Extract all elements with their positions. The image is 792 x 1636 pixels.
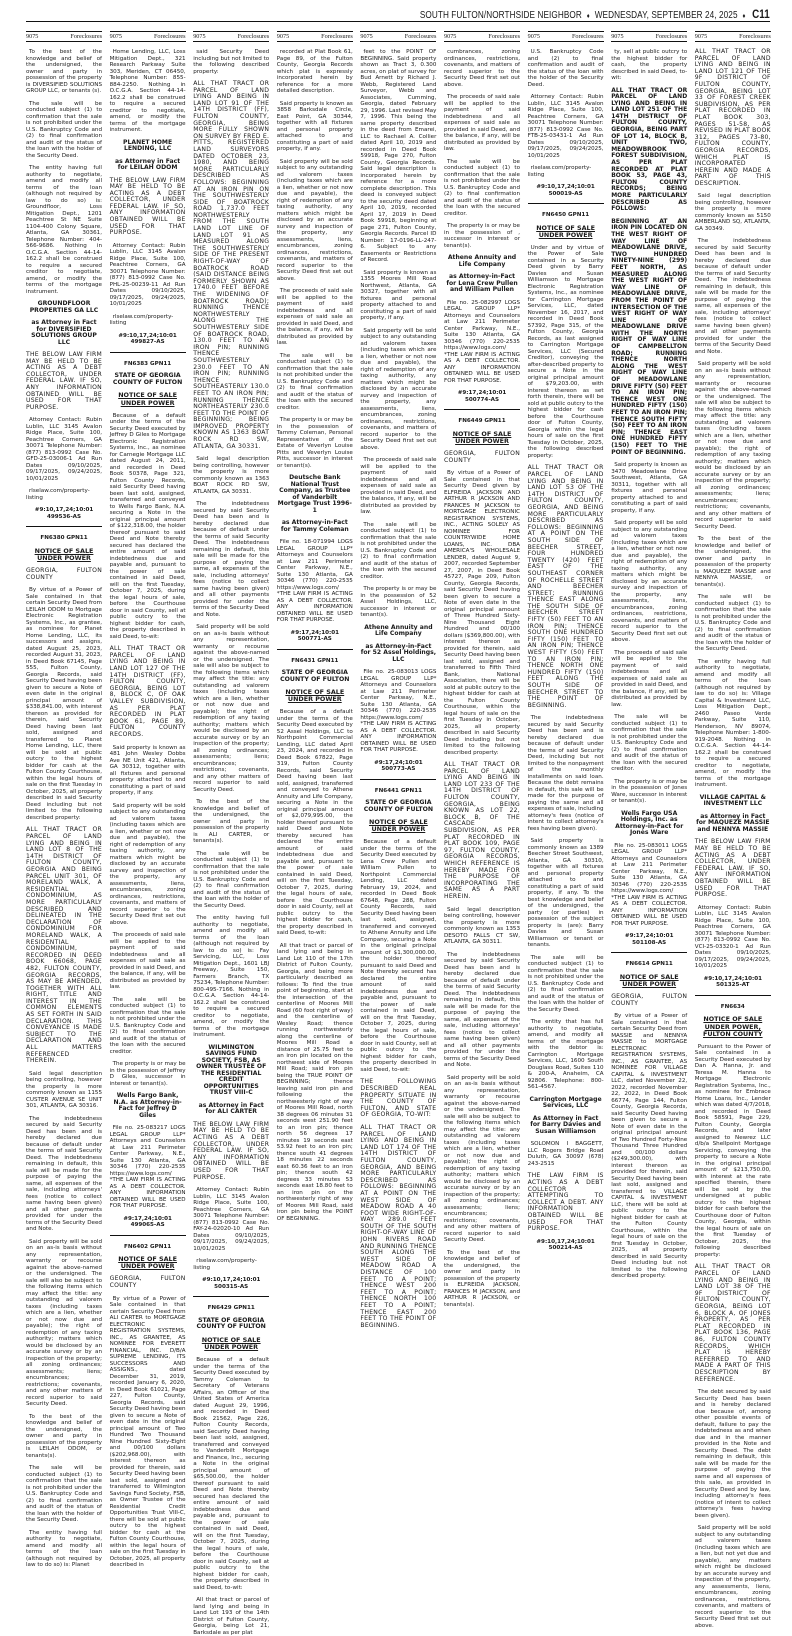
section-label: Foreclosures <box>488 33 520 40</box>
section-code: 9075 <box>276 33 290 40</box>
notice-paragraph: Said property will be sold on an as-is basis without any representation, warranty or recourse against the above-named or the undersigned. The sale will also be subject to the following items which may affect the title: any outstanding ad valorem taxes (including taxes which are a lien, whether or not now due and payable); the right of redemption of any taxing authority; matters which would be disclosed by an accurate survey or by an inspection of the property; all zoning ordinances; assessments; liens; encumbrances; restrictions; covenants, and any other matters of record superior to said Security Deed. <box>193 624 270 793</box>
notice-paragraph: File no. 25-083011 LOGS LEGAL GROUP LLP* Attorneys and Counselors at Law 211 Perimeter Center Parkway, N.E., Suite 130 Atlanta, GA 30346 (770) 220-2535 https://www.logs.com/ *THE LAW FIRM IS ACTING AS A DEBT COLLECTOR. ANY INFORMATION OBTAINED WILL BE USED FOR THAT PURPOSE. <box>611 842 688 927</box>
notice-divider <box>444 409 520 410</box>
legal-description: ALL THAT TRACT OR PARCEL OF LAND LYING AND BEING IN LAND LOT 38 OF THE 9F DISTRICT OF FULTON COUNTY, GEORGIA, BEING LOT 6, BLOCK A, OF JONES PROPERTY, AS PER PLAT RECORDED IN PLAT BOOK 136, PAGE 86, FULTON COUNTY RECORDS, WHICH PLAT IS HEREBY REFERRED TO AND MADE A PART OF THIS DESCRIPTION BY REFERENCE. <box>694 1263 771 1383</box>
notice-paragraph: The sale will be conducted subject (1) to confirmation that the sale is not prohibited under the U.S. Bankruptcy Code and (2) to final confirmation and audit of the status of the loan with the secured creditor. <box>444 158 520 217</box>
notice-paragraph: Because of a default under the terms of the Security Deed executed by Tammy Coleman to Secretary of Veterans Affairs, an Officer of the United States of America dated August 29, 1996, and recorded in Deed Book 21562, Page 226, Fulton County Records, said Security Deed having been last sold, assigned, transferred and conveyed to Vanderbilt Mortgage and Finance, Inc., securing a Note in the original principal amount of $65,500.00, the holder thereof pursuant to said Deed and Note thereby secured has declared the entire amount of said indebtedness due and payable and, pursuant to the power of sale contained in said Deed, will on the first Tuesday, October 7, 2025, during the legal hours of sale, before the Courthouse door in said County, sell at public outcry to the highest bidder for cash, the property described in said Deed, to-wit: <box>193 1357 270 1591</box>
section-code: 9075 <box>694 33 708 40</box>
legal-description: ALL THAT TRACT OR PARCEL OF LAND LYING AND BEING IN LAND LOT 53 OF THE 14TH DISTRICT OF FULTON COUNTY, GEORGIA, AND BEING MORE PARTICULARLY DESCRIBED AS FOLLOWS: BEGINNING AT A POINT ON THE SOUTH SIDE OF BEECHER STREET, FOUR HUNDRED TWENTY (420) FEET EAST OF THE SOUTHEAST CORNER OF ROCHELLE STREET AND BEECHER STREET; RUNNING THENCE EAST ALONG THE SOUTH SIDE OF BEECHER STREET FIFTY (50) FEET TO AN IRON PIN; THENCE SOUTH ONE HUNDRED FIFTY (150) FEET TO AN IRON PIN; THENCE WEST FIFTY (50) FEET TO AN IRON PIN; THENCE NORTH ONE HUNDRED FIFTY (150) FEET ALONG THE SOUTH SIDE OF BEECHER STREET TO THE POINT OF BEGINNING. <box>527 464 604 709</box>
notice-paragraph: Said property will be sold subject to any outstanding ad valorem taxes (including taxes which are a lien, whether or not now due and payable), the right of redemption of any taxing authority, any matters which might be disclosed by an accurate survey and inspection of the property, any assessments, liens, encumbrances, zoning ordinances, restrictions, covenants, and matters of record superior to the Security Deed first set out above. <box>360 327 437 451</box>
legal-description: GEORGIA, FULTON COUNTY <box>444 449 520 464</box>
notice-column <box>277 31 353 1550</box>
column-body <box>528 49 604 1252</box>
notice-paragraph: All that tract or parcel of land lying and being in Land Lot 110 of the 17th District of Fulton County, Georgia, and being more particularly described as follows: To find the true point of beginning, start at the intersection of the centerline of Moores Mill Road (60 foot right of way) and the centerline of Wesley Road; thence running northwesterly along the centerline of Moores Mill Road a distance of 25.75 feet to an iron pin located on the northwest side of Moores Mill Road; said iron pin being the TRUE POINT OF BEGINNING; thence leaving said iron pin and following the northwesterly right of way of Moores Mill Road, north 38 degrees 06 minutes 31 seconds west 251.90 feet to an iron pin; thence north 56 degrees 17 minutes 19 seconds east 53.92 feet to an iron pin; thence south 41 degrees 18 minutes 22 seconds east 60.36 feet to an iron pin; thence south 42 degrees 33 minutes 53 seconds east 18.80 feet to an iron pin on the northwesterly right of way of Moores Mill Road, said iron pin being the POINT OF BEGINNING. <box>276 942 353 1222</box>
notice-reference: #9:10,17,24;10:01 500214-AS <box>536 1238 595 1252</box>
column-body <box>26 49 102 1569</box>
notice-paragraph: File no. 18-071994 LOGS LEGAL GROUP LLP* Attorneys and Counselors at Law 211 Perimeter Center Parkway, N.E., Suite 130 Atlanta, GA 30346 (770) 220-2535 https://www.logs.com/ *THE LAW FIRM IS ACTING AS A DEBT COLLECTOR. ANY INFORMATION OBTAINED WILL BE USED FOR THAT PURPOSE. <box>276 539 353 623</box>
notice-reference: #9:17,24;10:01 499065-AS <box>123 1215 172 1229</box>
notice-title: NOTICE OF SALE UNDER POWER <box>285 688 345 704</box>
notice-paragraph: Said legal description being controlling, however the property is more commonly known as 1155 CUSTER AVENUE SE UNIT 301, ATLANTA, GA 30316. <box>26 1070 102 1110</box>
legal-description: THE BELOW LAW FIRM MAY BE HELD TO BE ACTING AS A DEBT COLLECTOR, UNDER FEDERAL LAW. IF SO, ANY INFORMATION OBTAINED WILL BE USED FOR THAT PURPOSE. <box>26 351 102 411</box>
notice-paragraph: feet to the POINT OF BEGINNING. Said property shown as Tract 3, 0.300 acres, on plat of survey for Bud Arnett by Richard J. Webb, Registered Land Surveyor, Webb and Associates, Cumming, Georgia, dated February 29, 1996. Last revised May 7, 1996. This being the same property described in the deed from Emarei, LLC to Rachael A. Collier dated April 10, 2019 and recorded in Deed Book 59918, Page 270, Fulton County, Georgia Records. Said legal description is incorporated herein by reference for a more complete description. This deed is conveyed subject to the security deed dated April 10, 2019, recorded April 17, 2019 in Deed Book 59918, beginning at page 271, Fulton County, Georgia Records. Parcel ID Number: 17-0196-LL-247-6. Subject to any Easements or Restrictions of Record. <box>360 49 437 263</box>
diamond-separator-icon: ♦ <box>586 13 590 20</box>
notice-paragraph: Attorney Contact: Rubin Lublin, LLC 3145 Avalon Ridge Place, Suite 100, Peachtree Corners, GA 30071 Telephone Number: (877) 813-0992 Case No. PHL-25-00239-11 Ad Run Dates 09/10/2025, 09/17/2025, 09/24/2025, 10/01/2025 <box>109 242 186 308</box>
notice-reference: #9:10,17,24;10:01 499536-AS <box>34 507 94 520</box>
notice-paragraph: SOLOMON I BAGGETT, LLC Rogers Bridge Road Duluth, GA 30097 (678) 243-2515 <box>527 1141 604 1167</box>
notice-reference: #9:17,24;10:01 500773-AS <box>374 759 423 772</box>
legal-description: GEORGIA, FULTON COUNTY <box>611 993 688 1007</box>
notice-paragraph: The indebtedness secured by said Security Deed has been and is hereby declared due because of default under the terms of said Security Deed. The indebtedness remaining in default, this sale will be made for the purpose of paying the same, all expenses of the sale, including attorneys' fees (notice to collect same having been given) and all other payments provided for under the terms of the Security Deed and Note. <box>26 1115 102 1233</box>
column-section-header <box>277 31 353 42</box>
notice-paragraph: File no. 25-082997 LOGS LEGAL GROUP LLP* Attorneys and Counselors at Law 211 Perimeter Center Parkway, N.E., Suite 130 Atlanta, GA 30346 (770) 220-2535 https://www.logs.com/ *THE LAW FIRM IS ACTING AS A DEBT COLLECTOR. ANY INFORMATION OBTAINED WILL BE USED FOR THAT PURPOSE. <box>444 299 520 384</box>
notice-paragraph: Said legal description being controlling, however the property is more commonly known as 5150 AMBERLAND SQ, ATLANTA, GA 30349. <box>694 193 771 232</box>
page-number: C11 <box>752 7 770 21</box>
notice-paragraph: Attorney Contact: Rubin Lublin, LLC 3145 Avalon Ridge Place, Suite 100, Peachtree Corners, GA 30071 Telephone Number: (877) 813-0992 Case No. VCI-25-03320-1 Ad Run Dates 09/10/2025, 09/17/2025, 09/24/2025, 10/01/2025 <box>694 904 771 970</box>
column-body <box>611 49 687 1280</box>
notice-paragraph: Said property is known as 1355 Moores Mill Road Northwest, Atlanta, GA 30327, together with all fixtures and personal property attached to and constituting a part of said property, if any. <box>360 269 437 321</box>
notice-paragraph: said Security Deed including but not limited to the following described property: <box>193 49 270 75</box>
notice-paragraph: rlselaw.com/property-listing <box>26 488 90 501</box>
attorney-in-fact-heading: as Attorney in Fact for ALI CARTER <box>198 1101 264 1116</box>
notice-paragraph: The sale will be conducted subject (1) to confirmation that the sale is not prohibited under the U.S. Bankruptcy Code and (2) to final confirmation and audit of the status of the loan with the secured creditor. <box>109 996 186 1055</box>
notice-paragraph: The proceeds of said sale will be applied to the payment of said indebtedness and all expenses of said sale as provided in said Deed, and the balance, if any, will be distributed as provided by law. <box>109 932 186 991</box>
notice-paragraph: Said legal description being controlling, however the property is more commonly known as 1353 DESOTO FALLS CT SW, ATLANTA, GA 30311. <box>444 906 520 946</box>
notice-column <box>528 31 604 1550</box>
notice-paragraph: The property is or may be in the possession of 52 Assel Holdings, LLC, successor in interest or tenant(s). <box>360 586 437 618</box>
notice-paragraph: The proceeds of said sale will be applied to the payment of said indebtedness and all expenses of said sale as provided in said Deed, and the balance, if any, will be distributed as provided by law. <box>444 94 520 152</box>
notice-reference: FN6441 GPN11 <box>374 787 422 794</box>
notice-title: NOTICE OF SALE UNDER POWER <box>452 429 512 445</box>
section-code: 9075 <box>109 33 122 40</box>
notice-paragraph: Because of a default under the terms of the Security Deed executed by Jeffrey D Giles to Mortgage Electronic Registration Systems, Inc., as nominee for Carnegie Mortgage LLC dated August 24, 2011, and recorded in Deed Book 50378, Page 321, Fulton County Records, said Security Deed having been last sold, assigned, transferred and conveyed to Wells Fargo Bank, N.A. securing a Note in the original principal amount of $122,318.00, the holder thereof pursuant to said Deed and Note thereby secured has declared the entire amount of said indebtedness due and payable and, pursuant to the power of sale contained in said Deed, will on the first Tuesday, October 7, 2025, during the legal hours of sale, before the Courthouse door in said County, sell at public outcry to the highest bidder for cash, the property described in said Deed, to-wit: <box>109 412 186 640</box>
attorney-in-fact-heading: GROUNDFLOOR PROPERTIES GA LLC <box>29 300 99 314</box>
notice-paragraph: Said property will be sold subject to any outstanding ad valorem taxes (including taxes which are a lien, whether or not now due and payable), the right of redemption of any taxing authority, any matters which might be disclosed by an accurate survey and inspection of the property, any assessments, liens, encumbrances, zoning ordinances, restrictions, covenants, and matters of record superior to the Security Deed first set out above. <box>109 802 186 926</box>
notice-paragraph: Attorney Contact: Rubin Lublin, LLC 3145 Avalon Ridge Place, Suite 100, Peachtree Corners, GA 30071 Telephone Number: (877) 813-0992 Case No. GFD-25-03006-1 Ad Run Dates 09/10/2025, 09/17/2025, 09/24/2025, 10/01/2025 <box>26 417 102 482</box>
attorney-in-fact-heading: Carrington Mortgage Services, LLC <box>529 1095 602 1110</box>
notice-paragraph: Because of a default under the terms of the Security Deed executed by Lena Crew Pullen and William Pullen to Northpoint Commercial Lending, LLC dated February 19, 2024, and recorded in Deed Book 67648, Page 288, Fulton County Records, said Security Deed having been last sold, assigned, transferred and conveyed to Athene Annuity and Life Company, securing a Note in the original principal amount of $1,300,000.00, the holder thereof pursuant to said Deed and Note thereby secured has declared the entire amount of said indebtedness due and payable and, pursuant to the power of sale contained in said Deed, will on the first Tuesday, October 7, 2025, during the legal hours of sale, before the Courthouse door in said County, sell at public outcry to the highest bidder for cash, the property described in said Deed, to-wit: <box>360 839 437 1073</box>
notice-paragraph: The sale will be conducted subject (1) to confirmation that the sale is not prohibited under the U.S. Bankruptcy Code and (2) to final confirmation and audit of the status of the loan with the holder of the Security Deed. <box>26 1465 102 1524</box>
notice-paragraph: Attorney Contact: Rubin Lublin, LLC 3145 Avalon Ridge Place, Suite 100, Peachtree Corners, GA 30071 Telephone Number: (877) 813-0992 Case No. FAY-24-02020-10 Ad Run Dates 09/10/2025, 09/17/2025, 09/24/2025, 10/01/2025 <box>193 1187 270 1252</box>
notice-title: NOTICE OF SALE UNDER POWER <box>536 223 595 239</box>
notice-column <box>611 31 687 1550</box>
legal-description: ALL THAT TRACT OR PARCEL OF LAND LYING AND BEING IN LAND LOT 127 OF THE 14TH DISTRICT (FF), FULTON COUNTY, GEORGIA, BEING LOT 8, BLOCK C, OF OAK VALLEY SUBDIVISION, AS PER PLAT RECORDED IN PLAT BOOK 61, PAGE 89, FULTON COUNTY RECORDS. <box>109 645 186 738</box>
section-code: 9075 <box>26 33 39 40</box>
notice-paragraph: Said property is known as 3858 Barksdale Circle, East Point, GA 30344, together with all fixtures and personal property attached to and constituting a part of said property, if any. <box>276 100 353 152</box>
notice-divider <box>110 1235 186 1236</box>
column-section-header <box>695 31 771 42</box>
notice-paragraph: To the best of the knowledge and belief of the undersigned, the owner and party in possession of the property is ALI CARTER, or tenants(s). <box>193 799 270 845</box>
notice-reference: FN6402 GPN11 <box>124 1243 172 1250</box>
notice-paragraph: File no. 25-083013 LOGS LEGAL GROUP LLP* Attorneys and Counselors at Law 211 Perimeter Center Parkway, N.E., Suite 130 Atlanta, GA 30346 (770) 220-2535 https://www.logs.com/ *THE LAW FIRM IS ACTING AS A DEBT COLLECTOR. ANY INFORMATION OBTAINED WILL BE USED FOR THAT PURPOSE. <box>360 669 437 753</box>
notice-paragraph: The property is or may be in the possession of Jeffrey D Giles, successor in interest or tenant(s). <box>109 1061 186 1087</box>
column-section-header <box>360 31 436 42</box>
attorney-in-fact-heading: As Attorney in Fact for Barry Davies and Susan Williamson <box>530 1114 601 1135</box>
notice-paragraph: The sale will be conducted subject (1) to confirmation that the sale is not prohibited under the U.S. Bankruptcy Code and (2) to final confirmation and audit of the status of the loan with the secured creditor. <box>276 352 353 411</box>
notice-paragraph: Home Lending, LLC, Loss Mitigation Dept., 321 Research Parkway Suite 303, Meriden, CT 06450, Telephone Number: 855-884-2250. Nothing in O.C.G.A. Section 44-14-162.2 shall be construed to require a secured creditor to negotiate, amend, or modify the terms of the mortgage instrument. <box>109 49 186 133</box>
legal-description: THE BELOW LAW FIRM MAY BE HELD TO BE ACTING AS A DEBT COLLECTOR, UNDER FEDERAL LAW. IF SO, ANY INFORMATION OBTAINED WILL BE USED FOR THAT PURPOSE. <box>694 838 771 899</box>
notice-divider <box>360 779 436 780</box>
notice-paragraph: The entity that has full authority to negotiate, amend, and modify all terms of the mortgage with the debtor is: Carrington Mortgage Services, LLC, 1600 South Douglass Road, Suites 110 & 200-A, Anaheim, CA 92806. Telephone: 800-561-4567. <box>527 1019 604 1091</box>
attorney-in-fact-heading: as Attorney-in-Fact for Tammy Coleman <box>280 519 349 533</box>
attorney-in-fact-heading: as Attorney in Fact for DIVERSIFIED SOLUTIONS GROUP LLC <box>31 319 97 346</box>
notice-paragraph: recorded at Plat Book 61, Page 89, of the Fulton County, Georgia Records which plat is expressly incorporated herein by reference for a more detailed description. <box>276 49 353 94</box>
notice-paragraph: Attorney Contact: Rubin Lublin, LLC 3145 Avalon Ridge Place, Suite 100, Peachtree Corners, GA 30071 Telephone Number: (877) 813-0992 Case No. FTB-25-03431-1 Ad Run Dates 09/10/2025, 09/17/2025, 09/24/2025, 10/01/2025 <box>527 94 604 159</box>
column-section-header <box>193 31 269 42</box>
section-label: Foreclosures <box>404 33 437 40</box>
section-label: Foreclosures <box>153 33 186 40</box>
attorney-in-fact-heading: Wells Fargo USA Holdings, Inc. as Attorney-in-Fact for Jones Ware <box>615 809 684 837</box>
legal-description: BEGINNING AT AN IRON PIN LOCATED ON THE WEST RIGHT OF WAY LINE OF MEADOWLANE DRIVE, TWO HUNDRED NINETY-NINE (299) FEET NORTH, AS MEASURED ALONG THE WEST RIGHT OF WAY LINE OF MEADOWLANE DRIVE, FROM THE POINT OF INTERSECTION OF THE WEST RIGHT OF WAY LINE OF MEADOWLANE DRIVE WITH THE NORTH RIGHT OF WAY LINE OF CAMPBELLTON ROAD; RUNNING THENCE NORTH ALONG THE WEST RIGHT OF WAY LINE OF MEADOWLANE DRIVE FIFTY (50) FEET TO AN IRON PIN; THENCE WEST ONE HUNDRED FIFTY (150) FEET TO AN IRON PIN; THENCE SOUTH FIFTY (50) FEET TO AN IRON PIN; THENCE EAST ONE HUNDRED FIFTY (150) FEET TO THE POINT OF BEGINNING. <box>611 217 688 456</box>
legal-description: THE BELOW LAW FIRM MAY BE HELD TO BE ACTING AS A DEBT COLLECTOR, UNDER FEDERAL LAW. IF SO, ANY INFORMATION OBTAINED WILL BE USED FOR THAT PURPOSE. <box>109 176 186 237</box>
notice-paragraph: Said property will be sold subject to any outstanding ad valorem taxes (including taxes which are a lien, whether or not now due and payable), the right of redemption of any taxing authority, any matters which might be disclosed by an accurate survey and inspection of the property, any assessments, liens, encumbrances, zoning ordinances, restrictions, covenants, and matters of record superior to the Security Deed first set out above. <box>276 158 353 282</box>
legal-description: THE LAW FIRM IS ACTING AS A DEBT COLLECTOR ATTEMPTING TO COLLECT A DEBT. ANY INFORMATION OBTAINED WILL BE USED FOR THAT PURPOSE. <box>527 1172 604 1233</box>
attorney-in-fact-heading: Deutsche Bank National Trust Company, as Trustee of Vanderbilt Mortgage Trust 1996-1 <box>277 474 352 514</box>
notice-column <box>694 31 771 1629</box>
notice-paragraph: The entity having full authority to negotiate, amend and modify all terms of the loan (although not required by law to do so) is: Planet <box>26 1529 102 1569</box>
notice-paragraph: To the best of the knowledge and belief of the undersigned, the owner and party in possession of the property is LEILAH ODOM, or tenants(s). <box>26 1413 102 1459</box>
notice-reference: #9:17,24;10:01 500774-AS <box>457 390 507 403</box>
page-masthead <box>26 6 770 22</box>
notice-paragraph: The property is or may be in the possession of Tammy Coleman, Personal Representative of the Estate of Veverlyn Louise Pitts and Veverlyn Louise Pitts, successor in interest or tenant(s). <box>276 417 353 469</box>
notice-paragraph: To the best of the knowledge and belief of the undersigned, the owner and party in possession of the property is DIVERSIFIED SOLUTIONS GROUP LLC, or tenants (s). <box>26 49 102 94</box>
notice-paragraph: The indebtedness secured by said Security Deed has been and is hereby declared due because of default under the terms of said Security Deed. The indebtedness remaining in default, this sale will be made for the purpose of paying the same, all expenses of the sale, including attorneys' fees (notice to collect same having been given) and all other payments provided for under the terms of the Security Deed and Note. <box>193 501 270 618</box>
notice-reference: FN6380 GPN11 <box>40 535 88 542</box>
section-label: Foreclosures <box>321 33 353 40</box>
notice-paragraph: Said property is commonly known as 1389 Beecher Street Southwest, Atlanta, GA 30310, together with all fixtures and personal property attached to and constituting a part of said property, if any. To the best knowledge and belief of the undersigned, the party (or parties) in possession of the subject property is (are): Barry Davies and Susan Williamson or tenant or tenants. <box>527 838 604 949</box>
column-body <box>193 49 269 1636</box>
notice-paragraph: All that tract or parcel of land lying and being in Land Lot 193 of the 14th District of Fulton County, Georgia, being Lot 21, Barksdale as per plat <box>193 1597 270 1636</box>
notice-column <box>109 31 186 1569</box>
issue-date: WEDNESDAY, SEPTEMBER 24, 2025 <box>594 10 738 21</box>
legal-description: ALL THAT TRACT OR PARCEL OF LAND LYING AND BEING IN LAND LOT 174 OF THE 14TH DISTRICT OF FULTON COUNTY, GEORGIA, AND BEING MORE PARTICULARLY DESCRIBED AS FOLLOWS: BEGINNING AT A POINT ON THE WEST SIDE OF MEADOW ROAD A 40 FOOT WIDE RIGHT-OF-WAY 289.0 FEET SOUTH OF THE SOUTH RIGHT-OF-WAY LINE OF JOHN RIVERS ROAD AND RUNNING THENCE SOUTH ALONG THE WEST SIDE OF MEADOW ROAD A DISTANCE OF 100 FEET TO A POINT; THENCE WEST 200 FEET TO A POINT; THENCE NORTH 100 FEET TO A POINT; THENCE EAST 200 FEET TO THE POINT OF BEGINNING. <box>360 1123 437 1329</box>
column-section-header <box>444 31 520 42</box>
section-code: 9075 <box>527 33 540 40</box>
notice-paragraph: rlselaw.com/property-listing <box>109 313 174 327</box>
attorney-in-fact-heading: Athene Annuity and Life Company <box>447 254 517 268</box>
notice-jurisdiction: STATE OF GEORGIA COUNTY OF FULTON <box>112 372 183 386</box>
publication-name: SOUTH FULTON/NORTHSIDE NEIGHBOR <box>419 10 583 21</box>
notice-divider <box>528 203 604 204</box>
notice-paragraph: U.S. Bankruptcy Code and (2) to final confirmation and audit of the status of the loan with the holder of the Security Deed. <box>527 49 604 88</box>
notice-paragraph: The sale will be conducted subject (1) to confirmation that the sale is not prohibited under the U.S. Bankruptcy Code and (2) to final confirmation and audit of the status of the loan with the holder of the Security Deed. <box>527 954 604 1013</box>
legal-description: ALL THAT TRACT OR PARCEL OF LAND LYING AND BEING IN LAND LOT 251 OF THE 14TH DISTRICT OF FULTON COUNTY, GEORGIA, BEING PART OF LOT 14, BLOCK B, UNIT TWO, MEADOWBROOK FOREST SUBDIVISION, AS PER PLAT RECORDED AT PLAT BOOK 53, PAGE 43, FULTON COUNTY RECORDS; BEING MORE PARTICULARLY DESCRIBED AS FOLLOWS: <box>611 86 688 213</box>
notice-divider <box>277 649 353 650</box>
section-code: 9075 <box>360 33 373 40</box>
column-body <box>277 49 353 1222</box>
notice-paragraph: The sale will be conducted subject (1) to confirmation that the sale is not prohibited under the U.S. Bankruptcy Code and (2) to final confirmation and audit of the status of the loan with the holder of the Security Deed. <box>26 100 102 159</box>
notice-paragraph: The property is or may be in the possession of Jones Ware, successor in interest or tenant(s). <box>611 778 688 805</box>
notice-paragraph: By virtue of a Power of Sale contained in that certain Security Deed from LEILAH ODOM to Mortgage Electronic Registration Systems, Inc., as grantee, as nominee for Planet Home Lending, LLC, its successors and assigns, dated August 25, 2023, recorded August 31, 2023, in Deed Book 67145, Page 555, Fulton County, Georgia Records, said Security Deed having been given to secure a Note of even date in the original principal amount of $338,841.00, with interest thereon as provided for therein, said Security Deed having been last sold, assigned and transferred to Planet Home Lending, LLC, there will be sold at public outcry to the highest bidder for cash at the Fulton County Courthouse, within the legal hours of sale on the first Tuesday in October, 2025, all property described in said Security Deed including but not limited to the following described property: <box>26 587 102 821</box>
column-section-header <box>528 31 604 42</box>
notice-paragraph: Said property will be sold on an as-is basis without any representation, warranty or recourse against the above-named or the undersigned. The sale will also be subject to the following items which may affect the title: any outstanding ad valorem taxes (including taxes which are a lien, whether or not now due and payable); the right of redemption of any taxing authority; matters which would be disclosed by an accurate survey or by an inspection of the property; all zoning ordinances; assessments; liens; encumbrances; restrictions; covenants, and any other matters of record superior to said Security Deed. <box>444 1074 520 1244</box>
section-code: 9075 <box>611 33 624 40</box>
notice-jurisdiction: STATE OF GEORGIA COUNTY OF FULTON <box>363 799 434 813</box>
section-code: 9075 <box>193 33 206 40</box>
notice-paragraph: File no. 25-083217 LOGS LEGAL GROUP LLP* Attorneys and Counselors at Law 211 Perimeter Center Parkway, N.E., Suite 130 Atlanta, GA 30346 (770) 220-2535 https://www.logs.com/ *THE LAW FIRM IS ACTING AS A DEBT COLLECTOR. ANY INFORMATION OBTAINED WILL BE USED FOR THAT PURPOSE. <box>109 1125 186 1210</box>
notice-reference: #9:10,17,24;10:01 501325-AT <box>703 975 763 989</box>
notice-reference: #9:17,24;10:01 500771-AS <box>290 629 340 642</box>
notice-paragraph: To the best of the knowledge and belief of the undersigned, the owner and party in possession of the property is MAQUEZE MASSIE and NENNYA MASSIE, or tenants(s). <box>694 536 771 588</box>
notice-title: NOTICE OF SALE UNDER POWER <box>118 1255 177 1271</box>
notice-reference: #9:10,17,24;10:01 500315-AS <box>201 1277 261 1290</box>
notice-reference: #9:17,24;10:01 501108-AS <box>624 933 674 946</box>
notice-paragraph: ty, sell at public outcry to the highest bidder for cash, the property described in said Deed, to-wit: <box>611 49 688 81</box>
column-section-header <box>26 31 102 42</box>
notice-paragraph: rlselaw.com/property-listing <box>527 165 592 178</box>
attorney-in-fact-heading: WILMINGTON SAVINGS FUND SOCIETY, FSB, AS OWNER TRUSTEE OF THE RESIDENTIAL CREDIT OPPORTUNITIES TRUST VIII-C <box>196 1043 267 1097</box>
section-label: Foreclosures <box>739 33 771 40</box>
notice-column <box>193 31 270 1636</box>
section-code: 9075 <box>444 33 457 40</box>
notice-divider <box>193 1296 269 1297</box>
column-body <box>444 49 520 1308</box>
notice-paragraph: Said legal description being controlling, however the property is more commonly known as 1363 BOAT ROCK RD SW, ATLANTA, GA 30331. <box>193 456 270 495</box>
notice-reference: FN6450 GPN11 <box>542 212 590 218</box>
notice-paragraph: The proceeds of said sale will be applied to the payment of said indebtedness and all expenses of said sale as provided in said Deed, and the balance, if any, will be distributed as provided by law. <box>276 288 353 346</box>
attorney-in-fact-heading: Athene Annuity and Life Company <box>364 623 433 637</box>
legal-description: ALL THAT TRACT OR PARCEL OF LAND LYING AND BEING IN LAND LOT 91 OF THE 14TH DISTRICT (FF), FULTON COUNTY, GEORGIA, BEING MORE FULLY SHOWN ON SURVEY BY FRED E. PITTS, REGISTERED LAND SURVEYORS DATED OCTOBER 23, 1980, AND BEING MORE PARTICULARLY DESCRIBED AS FOLLOWS: BEGINNING AT AN IRON PIN ON THE SOUTHWESTERLY SIDE OF BOATROCK ROAD 1,737.0 FEET NORTHWESTERLY FROM THE SOUTH LAND LOT LINE OF LAND LOT 91 AS MEASURED ALONG THE SOUTHWESTERLY SIDE OF THE PRESENT RIGHT-OF-WAY OF BOATROCK ROAD (SAID DISTANCE BEING FORMERLY SHOWN AS 1740.0 FEET BEFORE THE WIDENING OF BOATROCK ROAD); RUNNING THENCE NORTHWESTERLY ALONG THE SOUTHWESTERLY SIDE OF BOATROCK ROAD, 130.0 FEET TO AN IRON PIN; RUNNING THENCE SOUTHWESTERLY 230.0 FEET TO AN IRON PIN; RUNNING THENCE SOUTHEASTERLY 130.0 FEET TO AN IRON PIN; RUNNING THENCE NORTHEASTERLY 230.0 FEET TO THE POINT OF BEGINNING; BEING IMPROVED PROPERTY KNOWN AS 1363 BOAT ROCK RD SW, ATLANTA, GA 30331. <box>193 80 270 450</box>
notice-paragraph: Said property will be sold on an as-is basis without any representation, warranty or recourse against the above-named or the undersigned. The sale will also be subject to the following items which may affect the title: any outstanding ad valorem taxes (including taxes which are a lien, whether or not now due and payable); the right of redemption of any taxing authority; matters which would be disclosed by an accurate survey or by an inspection of the property; all zoning ordinances; assessments; liens; encumbrances; restrictions; covenants, and any other matters of record superior to said Security Deed. <box>694 361 771 530</box>
notice-column <box>444 31 520 1550</box>
notice-title: NOTICE OF SALE UNDER POWER <box>619 972 679 988</box>
notice-reference: FN6449 GPN11 <box>458 418 506 424</box>
notice-paragraph: Said property will be sold subject to any outstanding ad valorem taxes (including taxes which are a lien, whether or not now due and payable), the right of redemption of any taxing authority, any matters which might be disclosed by an accurate survey and inspection of the property, any assessments, liens, encumbrances, zoning ordinances, restrictions, covenants, and matters of record superior to the Security Deed first set out above. <box>611 520 688 644</box>
notice-title: NOTICE OF SALE UNDER POWER <box>368 818 428 834</box>
notice-divider <box>26 526 102 527</box>
notice-paragraph: The proceeds of said sale will be applied to the payment of said indebtedness and all expenses of said sale as provided in said Deed, and the balance, if any, will be distributed as provided by law. <box>360 457 437 515</box>
notice-paragraph: Because of a default under the terms of the Security Deed executed by 52 Assel Holdings, LLC to Northpoint Commercial Lending, LLC dated April 23, 2024, and recorded in Deed Book 67822, Page 319, Fulton County Records, said Security Deed having been last sold, assigned, transferred and conveyed to Athene Annuity and Life Company, securing a Note in the original principal amount of $2,079,995.00, the holder thereof pursuant to said Deed and Note thereby secured has declared the entire amount of said indebtedness due and payable and, pursuant to the power of sale contained in said Deed, will on the first Tuesday, October 7, 2025, during the legal hours of sale, before the Courthouse door in said County, sell at public outcry to the highest bidder for cash, the property described in said Deed, to-wit: <box>276 709 353 937</box>
legal-description: THE BELOW LAW FIRM MAY BE HELD TO BE ACTING AS A DEBT COLLECTOR, UNDER FEDERAL LAW. IF SO, ANY INFORMATION OBTAINED WILL BE USED FOR THAT PURPOSE. <box>193 1120 270 1181</box>
notice-paragraph: The entity having full authority to negotiate, amend and modify all terms of the loan (although not required by law to do so) is: Groundfloor, Loss Mitigation Dept., 1201 Peachtree St NE Suite 1104-400 Colony Square, Atlanta, GA 30361, Telephone Number: 404-566-9686. Nothing in O.C.G.A. Section 44-14-162.2 shall be construed to require a secured creditor to negotiate, amend, or modify the terms of the mortgage instrument. <box>26 165 102 295</box>
notice-reference: FN6383 GPN11 <box>124 360 172 367</box>
column-section-header <box>110 31 186 42</box>
attorney-in-fact-heading: Wells Fargo Bank, N.A. as Attorney-in-Fact for Jeffrey D Giles <box>113 1092 182 1119</box>
diamond-separator-icon: ♦ <box>742 13 746 20</box>
notice-paragraph: The debt secured by said Security Deed has been and is hereby declared due because of, among other possible events of default, failure to pay the indebtedness as and when due and in the manner provided in the Note and Security Deed. The debt remaining in default, this sale will be made for the purpose of paying the same and all expenses of this sale, as provided in Security Deed and by law, including attorney's fees (notice of intent to collect attorney's fees having been given). <box>694 1389 771 1519</box>
notice-paragraph: The entity having full authority to negotiate, amend and modify all terms of the loan (although not required by law to do so) is: Village Capital & Investment LLC, Loss Mitigation Dept., 2460 Paseo Verde Parkway, Suite 110, Henderson, NV 89074, Telephone Number: 1-800-919-2048. Nothing in O.C.G.A. Section 44-14-162.2 shall be construed to require a secured creditor to negotiate, amend, or modify the terms of the mortgage instrument. <box>694 658 771 789</box>
section-label: Foreclosures <box>655 33 688 40</box>
attorney-in-fact-heading: PLANET HOME LENDING, LLC <box>123 138 173 152</box>
notice-reference: FN6614 GPN11 <box>625 961 673 968</box>
legal-description: GEORGIA, FULTON COUNTY <box>26 567 102 581</box>
notice-reference: FN6431 GPN11 <box>291 657 339 664</box>
notice-jurisdiction: STATE OF GEORGIA COUNTY OF FULTON <box>280 669 350 683</box>
attorney-in-fact-heading: as Attorney-in-Fact for 52 Assel Holdings, LLC <box>360 642 437 663</box>
notice-divider <box>695 995 771 996</box>
legal-description: ALL THAT TRACT OR PARCEL OF LAND LYING AND BEING IN LAND LOT 8 OF THE 14TH DISTRICT OF FULTON COUNTY, GEORGIA AND BEING PARCEL UNIT 301, OF MORELAND WALK, A RESIDENTIAL CONDOMINIUM, AS MORE PARTICULARLY DESCRIBED AND DELINEATED IN THE DECLARATION OF CONDOMINIUM FOR MORELAND WALK, A RESIDENTIAL CONDOMINIUM, RECORDED IN DEED BOOK 66068, PAGE 482, FULTON COUNTY, GEORGIA RECORDS, AS MAY BE AMENDED, TOGETHER WITH ALL RIGHT, TITLE AND INTEREST IN THE COMMON ELEMENTS AS SET FORTH IN SAID DECLARATION. THIS CONVEYANCE IS MADE SUBJECT TO THE DECLARATION AND ALL MATTERS REFERENCED THEREIN. <box>26 826 102 1065</box>
notice-divider <box>611 952 687 953</box>
section-label: Foreclosures <box>237 33 270 40</box>
legal-description: GEORGIA, FULTON COUNTY <box>109 1275 186 1290</box>
column-body <box>695 49 771 1629</box>
notice-paragraph: Said property is known as 481 John Wesley Dobbs Ave NE Unit 421, Atlanta, GA 30312, together with all fixtures and personal property attached to and constituting a part of said property, if any. <box>109 744 186 797</box>
legal-description: THE FOLLOWING DESCRIBED REAL PROPERTY SITUATE IN THE COUNTY OF FULTON, AND STATE OF GEORGIA, TO-WIT: <box>360 1078 437 1119</box>
column-body <box>360 49 436 1329</box>
notice-paragraph: The sale will be conducted subject (1) to confirmation that the sale is not prohibited under the U.S. Bankruptcy Code and (2) to final confirmation and audit of the status of the loan with the holder of the Security Deed. <box>193 850 270 909</box>
notice-reference: #9:10,17,24;10:01 499827-AS <box>118 332 177 346</box>
notice-paragraph: By virtue of a Power of Sale contained in that certain Security Deed from MASSIE and NENNYA MASSIE to MORTGAGE ELECTRONIC REGISTRATION SYSTEMS, INC., AS GRANTEE, AS NOMINEE FOR VILLAGE CAPITAL & INVESTMENT LLC, dated November 22, 2022, recorded November 22, 2022, in Deed Book 66774, Page 144, Fulton County, Georgia Records, said Security Deed having been given to secure a Note of even date in the original principal amount of Two Hundred Forty-Nine Thousand Three Hundred and 00/100 dollars ($249,300.00), with interest thereon as provided for therein, said Security Deed having been last sold, assigned and transferred to VILLAGE CAPITAL & INVESTMENT LLC, there will be sold at public outcry to the highest bidder for cash at the Fulton County Courthouse, within the legal hours of sale on the first Tuesday in October, 2025, all property described in said Security Deed including but not limited to the following described property: <box>611 1013 688 1280</box>
notice-title: NOTICE OF SALE UNDER POWER <box>34 546 94 563</box>
notice-paragraph: The property is or may be in the possession of , successor in interest or tenant(s). <box>444 223 520 249</box>
column-section-header <box>611 31 687 42</box>
attorney-in-fact-heading: VILLAGE CAPITAL & INVESTMENT LLC <box>699 793 766 808</box>
notice-title: NOTICE OF SALE UNDER POWER <box>201 1335 261 1351</box>
notice-paragraph: cumbrances, zoning ordinances, restrictions, covenants, and matters of record superior to the Security Deed first set out above. <box>444 49 520 88</box>
notice-paragraph: The proceeds of said sale will be applied to the payment of said indebtedness and all expenses of said sale as provided in said Deed, and the balance, if any, will be distributed as provided by law. <box>611 649 688 708</box>
notice-title: NOTICE OF SALE UNDER POWER, FULTON COUNTY <box>703 1015 763 1038</box>
notice-paragraph: By virtue of a Power of Sale contained in that certain Security Deed from ALI CARTER to MORTGAGE ELECTRONIC REGISTRATION SYSTEMS, INC., AS GRANTEE, AS NOMINEE FOR EVERETT FINANCIAL, INC. D/B/A SUPREME LENDING, ITS SUCCESSORS AND ASSIGNS., dated December 31, 2019, recorded January 6, 2020, in Deed Book 61021, Page 227, Fulton County, Georgia Records, said Security Deed having been given to secure a Note of even date in the original principal amount of Two Hundred Two Thousand Nine Hundred Sixty-Eight and 00/100 dollars ($202,968.00), with interest thereon as provided for therein, said Security Deed having been last sold, assigned and transferred to Wilmington Savings Fund Society, FSB, as Owner Trustee of the Residential Credit Opportunities Trust VIII-C, there will be sold at public outcry to the highest bidder for cash at the Fulton County Courthouse, within the legal hours of sale on the first Tuesday in October, 2025, all property described in <box>109 1295 186 1569</box>
column-body <box>110 49 186 1569</box>
notice-paragraph: To the best of the knowledge and belief of the undersigned, the owner and party in possession of the property is ELFREIDA JACKSON, FRANCES M JACKSON, and ARTHUR R JACKSON, or tenants(s). <box>444 1249 520 1308</box>
legal-description: ALL THAT TRACT OR PARCEL OF LAND LYING AND BEING IN LAND LOT 121 OF THE 9F DISTRICT OF FULTON COUNTY, GEORGIA, BEING LOT 33 OF FOREST CREEK SUBDIVISION, AS PER PLAT RECORDED IN PLAT BOOK 303, PAGES 51-58, AS REVISED IN PLAT BOOK 312, PAGES 73-80, FULTON COUNTY, GEORGIA RECORDS, WHICH PLAT IS INCORPORATED HEREIN AND MADE A PART OF THIS DESCRIPTION. <box>694 48 771 187</box>
notice-title: NOTICE OF SALE UNDER POWER <box>118 391 177 407</box>
notice-paragraph: The indebtedness secured by said Security Deed has been and is hereby declared due because of default under the terms of said Security Deed, including but not limited to the nonpayment of the monthly installments on said loan. Because the debt remains in default, this sale will be made for the purpose of paying the same and all expenses of sale, including attorney's fees (notice of intent to collect attorney's fees having been given). <box>527 715 604 832</box>
notice-paragraph: The indebtedness secured by said Security Deed has been and is hereby declared due because of default under the terms of said Security Deed. The indebtedness remaining in default, this sale will be made for the purpose of paying the same, all expenses of the sale, including attorneys' fees (notice to collect same having been given) and all other payments provided for under the terms of the Security Deed and Note. <box>694 238 771 355</box>
notice-jurisdiction: STATE OF GEORGIA COUNTY OF FULTON <box>196 1316 266 1331</box>
attorney-in-fact-heading: as Attorney in Fact for MAQUEZE MASSIE and NENNYA MASSIE <box>696 812 770 833</box>
section-label: Foreclosures <box>571 33 604 40</box>
notice-paragraph: The sale will be conducted subject (1) to confirmation that the sale is not prohibited under the U.S. Bankruptcy Code and (2) to final confirmation and audit of the status of the loan with the secured creditor. <box>611 714 688 773</box>
notice-reference: #9:10,17,24;10:01 500019-AS <box>536 184 595 197</box>
notice-paragraph: By virtue of a Power of Sale contained in that Security Deed given by ELFREIDA JACKSON AND ARTHUR R JACKSON AND FRANCES M JACKSON to MORTGAGE ELECTRONIC REGISTRATION SYSTEMS, INC., ACTING SOLELY AS NOMINEE FOR COUNTRYWIDE HOME LOANS, INC. DBA AMERICA'S WHOLESALE LENDER, dated August 9, 2007, recorded September 27, 2007, in Deed Book 45727, Page 209, Fulton County, Georgia Records, said Security Deed having been given to secure a Note of even date in the original principal amount of Three Hundred Sixty-Nine Thousand Eight Hundred and 00/100 dollars ($369,800.00), with interest thereon as provided for therein, said Security Deed having been last sold, assigned and transferred to Fifth Third Bank, National Association, there will be sold at public outcry to the highest bidder for cash at the Fulton County Courthouse, within the legal hours of sale on the first Tuesday in October, 2025, all property described in said Security Deed including but not limited to the following described property: <box>444 470 520 756</box>
notice-column <box>26 31 102 1569</box>
section-label: Foreclosures <box>70 33 102 40</box>
notice-reference: FN6634 <box>720 1003 745 1010</box>
notice-paragraph: Under and by virtue of the Power of Sale contained in a Security Deed given by Barry Davies and Susan Williamson to Mortgage Electronic Registration Systems, Inc., as nominee for Carrington Mortgage Services, LLC, dated November 16, 2017, and recorded in Deed Book 57392, Page 315, of the Fulton County, Georgia Records, as last assigned to Carrington Mortgage Services, LLC (Secured Creditor), conveying the after-described property to secure a Note in the original principal amount of $79,203.00, with interest thereon as set forth therein, there will be sold at public outcry to the highest bidder for cash before the Courthouse door of Fulton County, Georgia within the legal hours of sale on the first Tuesday in October, 2025, the following described property: <box>527 244 604 459</box>
notice-column <box>360 31 436 1550</box>
legal-description: ALL THAT TRACT OR PARCEL OF LAND LYING AND BEING IN LAND LOT 233 OF THE 14TH DISTRICT OF FULTON COUNTY, GEORGIA, BEING KNOWN AS LOT 22, BLOCK B, OF THE CASCADE SUBDIVISION, AS PER PLAT RECORDED IN PLAT BOOK 109, PAGE 97, FULTON COUNTY, GEORGIA RECORDS, WHICH REFERENCE IS HEREBY MADE FOR THE PURPOSE OF INCORPORATING THE SAME AS A PART HEREIN. <box>444 761 520 900</box>
notice-paragraph: Said property is known as 3470 Meadowlane Drive Southwest, Atlanta, GA 30311, together with all fixtures and personal property attached to and constituting a part of said property, if any. <box>611 462 688 514</box>
notice-paragraph: The indebtedness secured by said Security Deed has been and is hereby declared due because of default under the terms of said Security Deed. The indebtedness remaining in default, this sale will be made for the purpose of paying the same, all expenses of the sale, including attorneys' fees (notice to collect same having been given) and all other payments provided for under the terms of the Security Deed and Note. <box>444 951 520 1069</box>
notice-paragraph: Pursuant to the Power of Sale contained in a Security Deed executed by Dan A. Hanna, Jr. and Teresa M. Hanna to Mortgage Electronic Registration Systems, Inc., as nominee for Embrace Home Loans, Inc., Lender which was dated 4/7/2018, and recorded in Deed Book 58591, Page 229, Fulton County, Georgia Records, and later assigned to Newrez LLC d/b/a Shellpoint Mortgage Servicing, conveying the property to secure a Note in the original principal amount of $213,750.00, with interest at the rate specified therein, there will be sold by the undersigned at public outcry to the highest bidder for cash before the Courthouse door of Fulton County, Georgia, within the legal hours of sale on the first Tuesday of October, 2025, the following described property: <box>694 1043 771 1258</box>
notice-reference: FN6429 GPN11 <box>207 1305 255 1312</box>
masthead-line <box>420 7 770 21</box>
notice-paragraph: rlselaw.com/property-listing <box>193 1258 257 1271</box>
attorney-in-fact-heading: as Attorney in Fact for LEILAH ODOM <box>115 157 181 171</box>
notice-divider <box>110 352 186 353</box>
attorney-in-fact-heading: as Attorney-in-Fact for Lena Crew Pullen and William Pullen <box>446 273 518 293</box>
notice-paragraph: The entity having full authority to negotiate, amend and modify all terms of the loan (although not required by law to do so) is: Fay Servicing, LLC, Loss Mitigation Dept., 1601 LBJ Freeway, Suite 150, Farmers Branch, TX 75234, Telephone Number: 800-495-7166. Nothing in O.C.G.A. Section 44-14-162.2 shall be construed to require a secured creditor to negotiate, amend, or modify the terms of the mortgage instrument. <box>193 915 270 1039</box>
notice-paragraph: The sale will be conducted subject (1) to confirmation that the sale is not prohibited under the U.S. Bankruptcy Code and (2) to final confirmation and audit of the status of the loan with the secured creditor. <box>360 521 437 580</box>
notice-paragraph: The sale will be conducted subject (1) to confirmation that the sale is not prohibited under the U.S. Bankruptcy Code and (2) to final confirmation and audit of the status of the loan with the holder of the Security Deed. <box>694 594 771 653</box>
notice-paragraph: Said property will be sold subject to any outstanding ad valorem taxes (including taxes which are a lien, but not yet due and payable), any matters which might be disclosed by an accurate survey and inspection of the property, any assessments, liens, encumbrances, zoning ordinances, restrictions, covenants, and matters of record superior to the Security Deed first set out above. <box>694 1525 771 1629</box>
notice-paragraph: Said property will be sold on an as-is basis without any representation, warranty or recourse against the above-named or the undersigned. The sale will also be subject to the following items which may affect the title: any outstanding ad valorem taxes (including taxes which are a lien, whether or not now due and payable); the right of redemption of any taxing authority; matters which would be disclosed by an accurate survey or by an inspection of the property; all zoning ordinances; assessments; liens; encumbrances; restrictions; covenants, and any other matters of record superior to said Security Deed. <box>26 1238 102 1408</box>
